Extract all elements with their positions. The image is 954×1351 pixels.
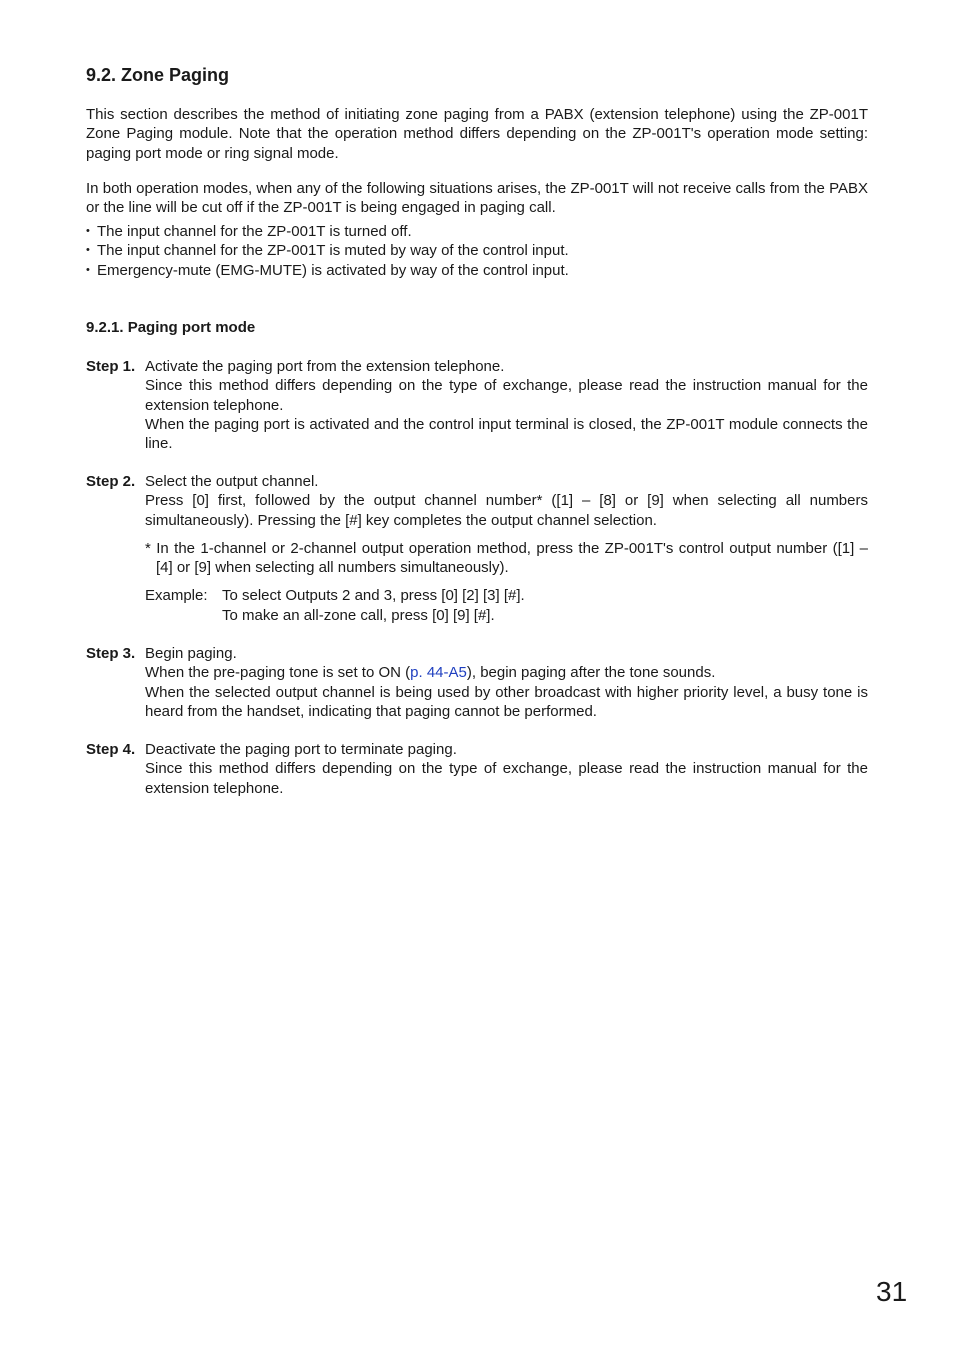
step-label: Step 1. [86,358,136,375]
step-text-part: ), begin paging after the tone sounds. [466,664,716,682]
example-line: To select Outputs 2 and 3, press [0] [2] [3] [#]. [222,587,525,605]
example-line: To make an all-zone call, press [0] [9] [#]. [222,606,495,624]
section-title: 9.2. Zone Paging [86,65,230,85]
step-text: Since this method differs depending on the type of exchange, please read the instruction manual for the extension telephone. [145,377,868,414]
step-text: When the paging port is activated and the control input terminal is closed, the ZP-001T module connects the line. [145,415,868,453]
example-block [145,586,868,625]
list-item: • The input channel for the ZP-001T is muted by way of the control input. [86,241,868,260]
intro-paragraph-2: In both operation modes, when any of the following situations arises, the ZP-001T will not receive calls from the PABX or the line will be cut off if the ZP-001T is being engaged in paging call. [86,180,868,217]
step-label: Step 2. [86,473,136,490]
list-item: • The input channel for the ZP-001T is turned off. [86,222,868,241]
step-text: Press [0] first, followed by the output channel number* ([1] – [8] or [9] when selecting all numbers simultaneously). Pressing the [#] key completes the output channel selection. [145,492,868,529]
step-text: Deactivate the paging port to terminate paging. [145,741,457,758]
step-text: Activate the paging port from the extension telephone. [145,358,505,375]
list-item: • Emergency-mute (EMG-MUTE) is activated by way of the control input. [86,261,868,280]
step-3 [86,644,868,721]
step-2 [86,472,868,625]
step-text: Select the output channel. [145,473,319,490]
intro-paragraph-1: This section describes the method of initiating zone paging from a PABX (extension telephone) using the ZP-001T Zone Paging module. Note that the operation method differs depending on the ZP-001T's operation mode setting: paging port mode or ring signal mode. [86,106,868,162]
example-label: Example: [145,587,208,605]
subsection-title: 9.2.1. Paging port mode [86,319,256,336]
step-text-part: When the pre-paging tone is set to ON ( [145,664,411,682]
step-1 [86,357,868,453]
step-text: Begin paging. [145,645,237,662]
step-label: Step 4. [86,741,136,758]
step-4 [86,740,868,798]
step-text: Since this method differs depending on the type of exchange, please read the instruction manual for the extension telephone. [145,760,868,797]
step-text: When the selected output channel is being used by other broadcast with higher priority level, a busy tone is heard from the handset, indicating that paging cannot be performed. [145,683,868,720]
page-number: 31 [876,1276,908,1307]
footnote: * In the 1-channel or 2-channel output operation method, press the ZP-001T's control output number ([1] – [4] or [9] when selecting all numbers simultaneously). [145,539,868,577]
step-label: Step 3. [86,645,136,662]
conditions-list [86,222,868,280]
step-text [145,663,868,682]
page-reference-link[interactable]: p. 44-A5 [410,664,467,682]
